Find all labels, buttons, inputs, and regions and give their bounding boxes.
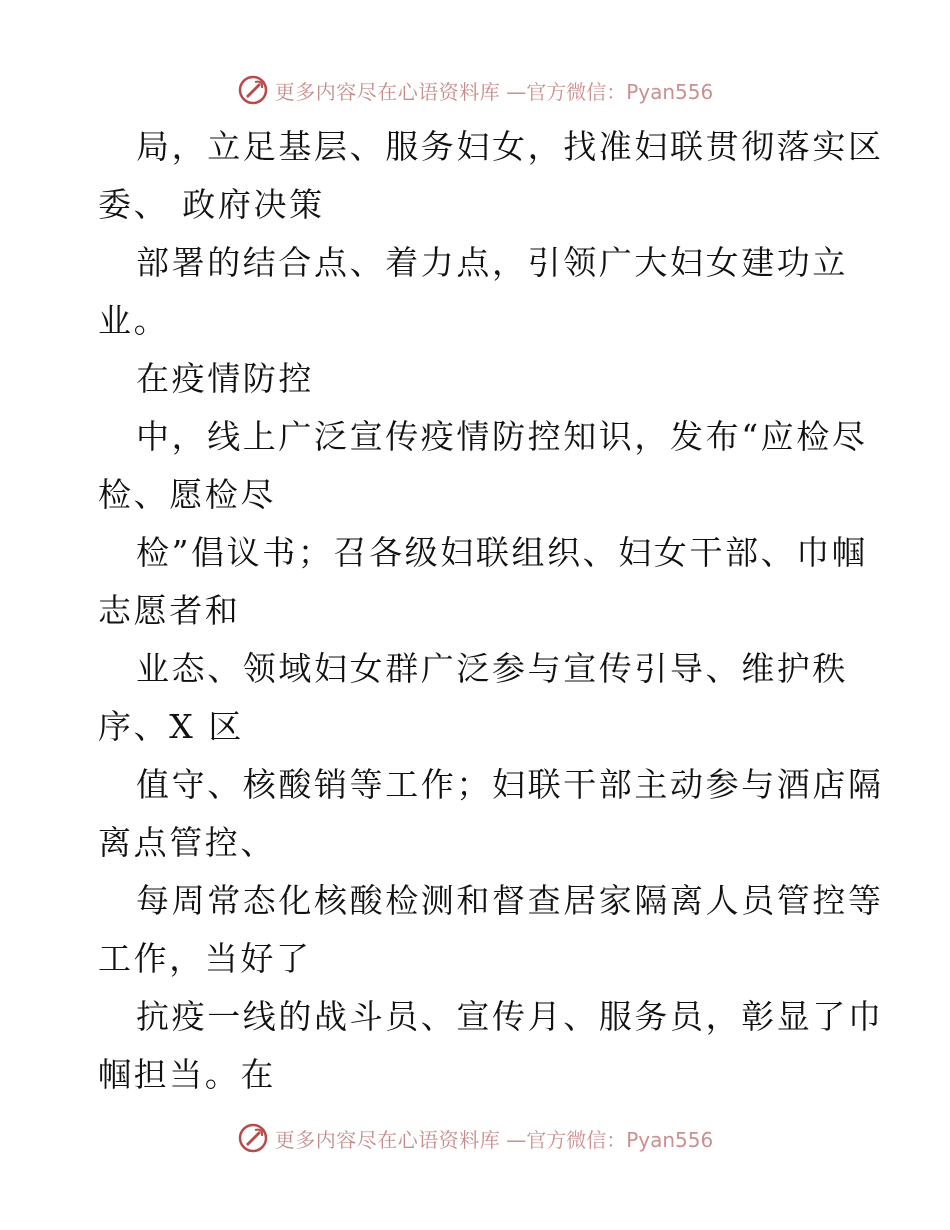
body-line: 序、X 区 xyxy=(98,707,244,746)
watermark-text: 更多内容尽在心语资料库 xyxy=(274,79,501,104)
body-line: 值守、核酸销等工作；妇联干部主动参与酒店隔 xyxy=(136,765,884,804)
body-line: 业。 xyxy=(98,301,170,340)
body-line: 离点管控、 xyxy=(98,823,276,862)
quill-logo-icon xyxy=(237,1122,269,1154)
body-line: 帼担当。在 xyxy=(98,1055,276,1094)
watermark-suffix: —官方微信：Pyan556 xyxy=(506,79,714,104)
quill-logo-icon xyxy=(237,74,269,106)
body-line: 检”倡议书；召各级妇联组织、妇女干部、巾帼 xyxy=(136,533,868,572)
body-line: 中，线上广泛宣传疫情防控知识，发布“应检尽 xyxy=(136,417,868,456)
body-line: 检、愿检尽 xyxy=(98,475,276,514)
watermark-text: 更多内容尽在心语资料库 xyxy=(274,1127,501,1152)
body-line: 工作，当好了 xyxy=(98,939,312,978)
body-line: 抗疫一线的战斗员、宣传月、服务员，彰显了巾 xyxy=(136,997,884,1036)
body-line: 在疫情防控 xyxy=(136,359,314,398)
body-line: 委、 政府决策 xyxy=(98,185,325,224)
body-line: 部署的结合点、着力点，引领广大妇女建功立 xyxy=(136,243,848,282)
body-line: 志愿者和 xyxy=(98,591,241,630)
body-line: 业态、领域妇女群广泛参与宣传引导、维护秩 xyxy=(136,649,848,688)
header-watermark xyxy=(0,70,950,110)
document-body xyxy=(98,118,884,1104)
body-line: 每周常态化核酸检测和督查居家隔离人员管控等 xyxy=(136,881,884,920)
body-line: 局，立足基层、服务妇女，找准妇联贯彻落实区 xyxy=(136,127,884,166)
watermark-suffix: —官方微信：Pyan556 xyxy=(506,1127,714,1152)
footer-watermark xyxy=(0,1118,950,1158)
